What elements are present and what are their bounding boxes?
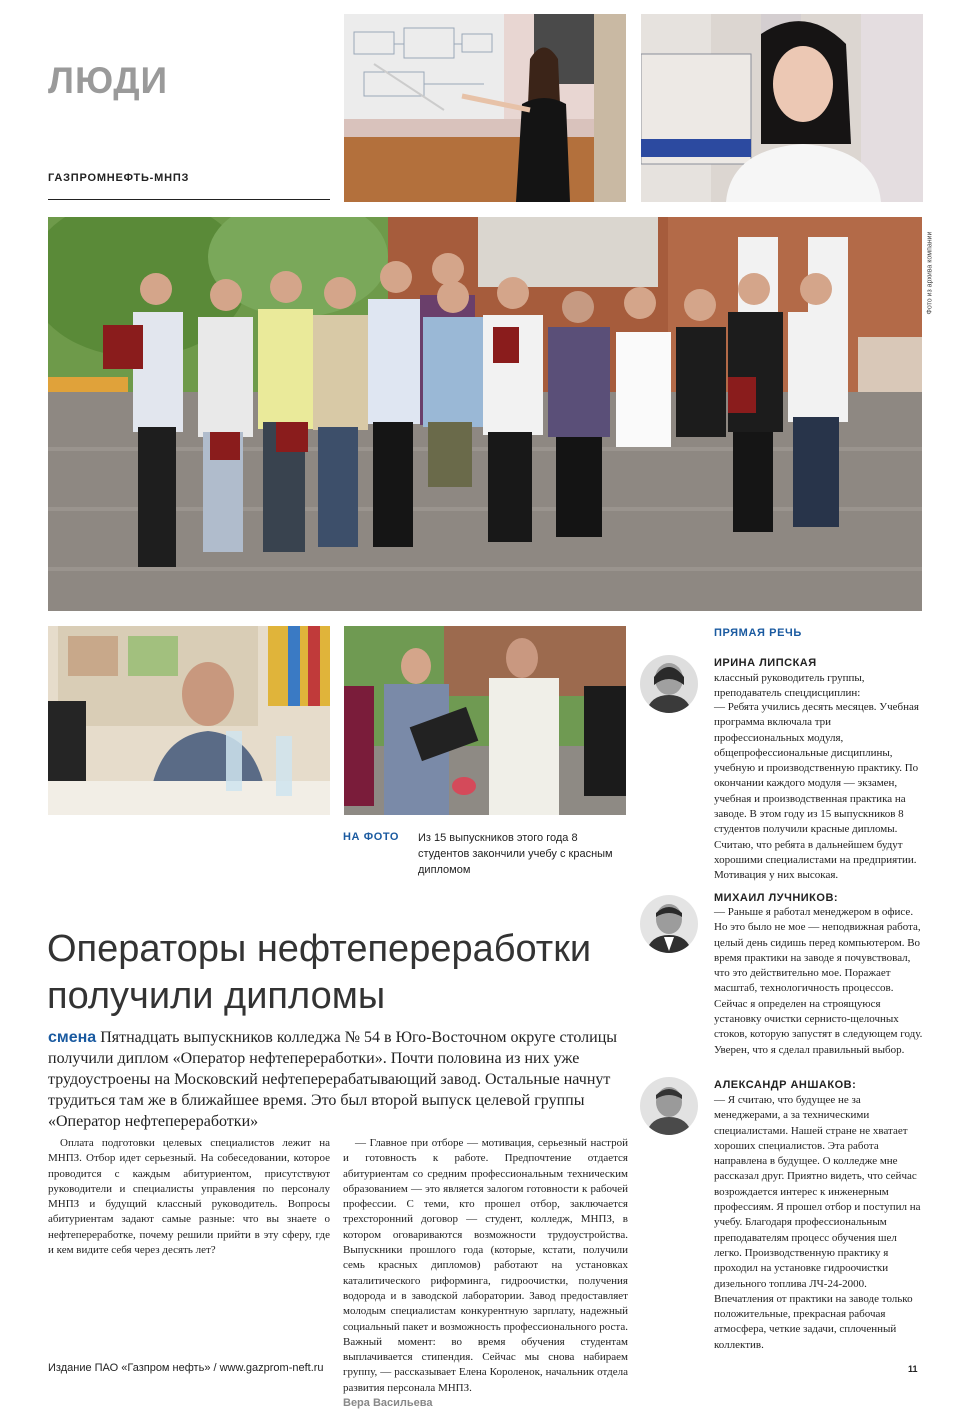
section-label: ЛЮДИ [48, 60, 169, 101]
quote-name: АЛЕКСАНДР АНШАКОВ: [714, 1079, 857, 1091]
caption-label: НА ФОТО [343, 831, 400, 843]
page-number: 11 [908, 1364, 918, 1374]
photo-presentation [344, 14, 626, 202]
quote-name: ИРИНА ЛИПСКАЯ [714, 657, 817, 669]
photo-speaking-graduate [641, 14, 923, 202]
quote-text: — Я считаю, что будущее не за менеджерами, а за техническими специалистами. Нашей стране не хватает хороших специалистов. Эта работа направлена в будущее. О колледже мне рассказал друг. Приятно видеть, что сейчас возрождается интерес к инженерным профессиям. Я прошел отбор и поступил на учебу. Благодаря профессиональным преподавателям процесс обучения шел легко. Производственную практику я проходил на установке гидроочистки дизельного топлива ЛЧ-24-2000. Впечатления от практики на заводе только положительные, прекрасная рабочая атмосфера, четкие задачи, сплоченный коллектив. [714, 1094, 921, 1351]
company-name: ГАЗПРОМНЕФТЬ-МНПЗ [48, 172, 190, 184]
photo-diploma-handover [344, 626, 626, 815]
article-paragraph: — Главное при отборе — мотивация, серьезный настрой и готовность к работе. Предпочтение отдается абитуриентам со средним профессиональным техническим образованием — это является залогом готовности к рабочей профессии. С теми, кто прошел отбор, заключается трехсторонний договор — студент, колледж, МНПЗ, в котором оговариваются возможности трудоустройства. Выпускники прошлого года (которые, кстати, получили семь красных дипломов) работают на установках каталитического риформинга, гидроочистки, получения водорода и в заводской лаборатории. Завод предоставляет молодым специалистам конкурентную зарплату, надежный социальный пакет и возможность профессионального роста. Важный момент: во время обучения студентам выплачивается стипендия. Сейчас мы снова набираем группу, — рассказывает Елена Короленок, начальник отдела развития персонала МНПЗ. [343, 1137, 628, 1394]
quote-name: МИХАИЛ ЛУЧНИКОВ: [714, 892, 839, 904]
article-title: Операторы нефтепереработки получили дипломы [47, 928, 592, 1017]
caption-text: Из 15 выпускников этого года 8 студентов закончили учебу с красным дипломом [418, 832, 613, 876]
avatar [640, 655, 698, 713]
quote-text: — Раньше я работал менеджером в офисе. Но это было не мое — неподвижная работа, целый день сидишь перед компьютером. Во время практики на заводе я почувствовал, что это действительно мое. Поражает масштаб, технологичность процессов. Сейчас я определен на строящуюся установку очистки сернисто-щелочных стоков, которую запустят в следующем году. Уверен, что я сделал правильный выбор. [714, 906, 923, 1056]
article-author: Вера Васильева [343, 1397, 433, 1410]
article-lead [48, 1027, 628, 1132]
photo-teacher [48, 626, 330, 815]
article-column-1 [48, 1136, 330, 1258]
quote-text: — Ребята учились десять месяцев. Учебная программа включала три профессиональных модуля, общепрофессиональные дисциплины, учебную и производственную практику. По окончании каждого модуля — экзамен, учебная и производственная практика на заводе. В этом году из 15 выпускников 8 студентов получили красные дипломы. Считаю, что ребята в дальнейшем будут хорошими специалистами на предприятии. Мотивация у них высокая. [714, 701, 919, 882]
quote-role: классный руководитель группы, преподаватель спецдисциплин: [714, 672, 865, 700]
lead-text: Пятнадцать выпускников колледжа № 54 в Юго-Восточном округе столицы получили диплом «Оператор нефтепереработки». Почти половина из них уже трудоустроены на Московский нефтеперерабатывающий завод. Остальные начнут трудиться там же в ближайшее время. Это был второй выпуск целевой группы «Оператор нефтепереработки» [48, 1029, 618, 1130]
article-column-2 [343, 1136, 628, 1411]
article-paragraph: Оплата подготовки целевых специалистов лежит на МНПЗ. Отбор идет серьезный. На собеседовании, которое проводится с каждым абитуриентом, присутствуют руководители и специалисты управления по персоналу МНПЗ и будущий классный руководитель. Вопросы абитуриентам задают самые разные: что вы знаете о нефтепереработке, почему решили прийти в эту сферу, где и кем видите себя через десять лет? [48, 1137, 330, 1257]
avatar [640, 895, 698, 953]
company-divider [48, 199, 330, 200]
avatar [640, 1077, 698, 1135]
photo-graduates-group [48, 217, 922, 611]
photo-credit: Фото из архива компании [926, 231, 934, 315]
quotes-title: ПРЯМАЯ РЕЧЬ [714, 627, 802, 639]
footer-publication: Издание ПАО «Газпром нефть» / www.gazprom-neft.ru [48, 1362, 324, 1374]
article-rubric: смена [48, 1029, 97, 1046]
